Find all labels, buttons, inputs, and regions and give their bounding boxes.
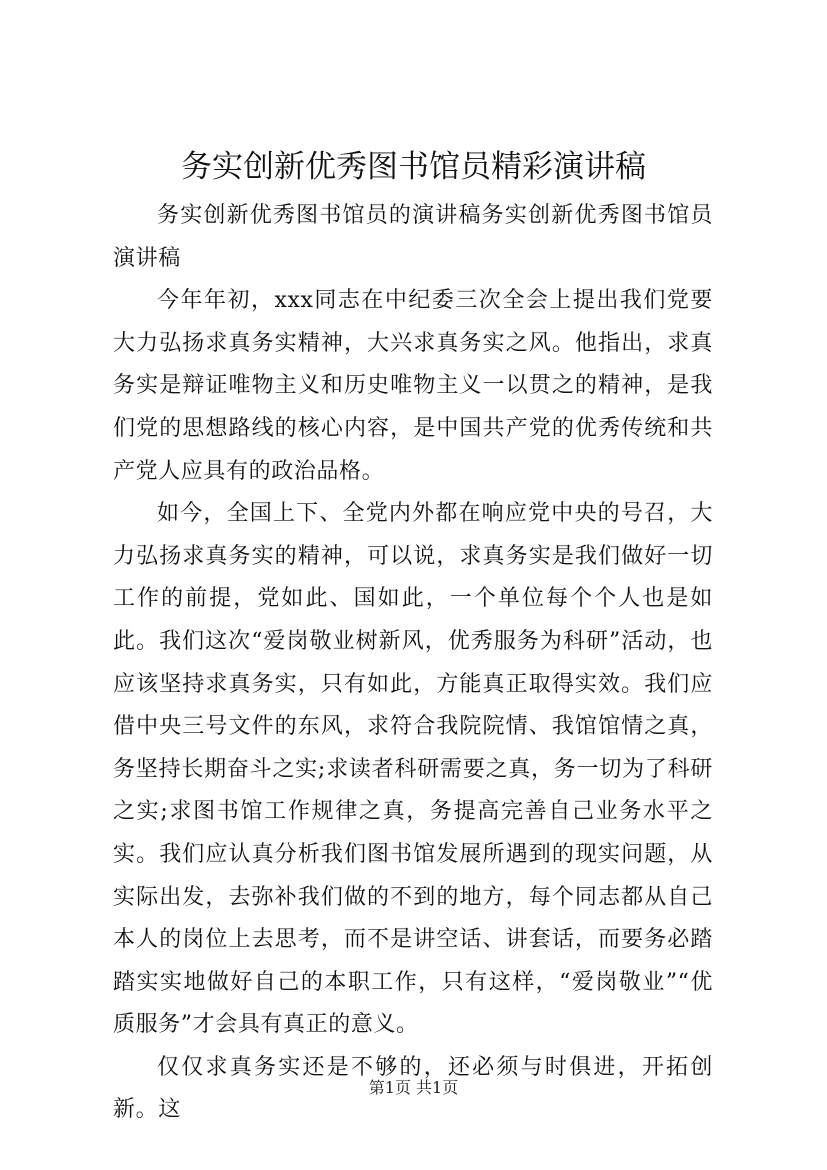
page-footer: 第1页 共1页: [368, 1078, 459, 1097]
paragraph-4: 仅仅求真务实还是不够的，还必须与时俱进，开拓创新。这: [113, 1054, 713, 1123]
document-title: 务实创新优秀图书馆员精彩演讲稿: [181, 149, 646, 185]
paragraph-2: 今年年初，xxx同志在中纪委三次全会上提出我们党要大力弘扬求真务实精神，大兴求真务实之风。他指出，求真务实是辩证唯物主义和历史唯物主义一以贯之的精神，是我们党的思想路线的核心内容，是中国共产党的优秀传统和共产党人应具有的政治品格。: [113, 288, 713, 484]
paragraph-1: 务实创新优秀图书馆员的演讲稿务实创新优秀图书馆员演讲稿: [113, 203, 713, 271]
document-body: [113, 195, 713, 1132]
paragraph-3: 如今，全国上下、全党内外都在响应党中央的号召，大力弘扬求真务实的精神，可以说，求真务实是我们做好一切工作的前提，党如此、国如此，一个单位每个个人也是如此。我们这次“爱岗敬业树新风，优秀服务为科研”活动，也应该坚持求真务实，只有如此，方能真正取得实效。我们应借中央三号文件的东风，求符合我院院情、我馆馆情之真，务坚持长期奋斗之实;求读者科研需要之真，务一切为了科研之实;求图书馆工作规律之真，务提高完善自己业务水平之实。我们应认真分析我们图书馆发展所遇到的现实问题，从实际出发，去弥补我们做的不到的地方，每个同志都从自己本人的岗位上去思考，而不是讲空话、讲套话，而要务必踏踏实实地做好自己的本职工作，只有这样，“爱岗敬业”“优质服务”才会具有真正的意义。: [113, 501, 713, 1038]
